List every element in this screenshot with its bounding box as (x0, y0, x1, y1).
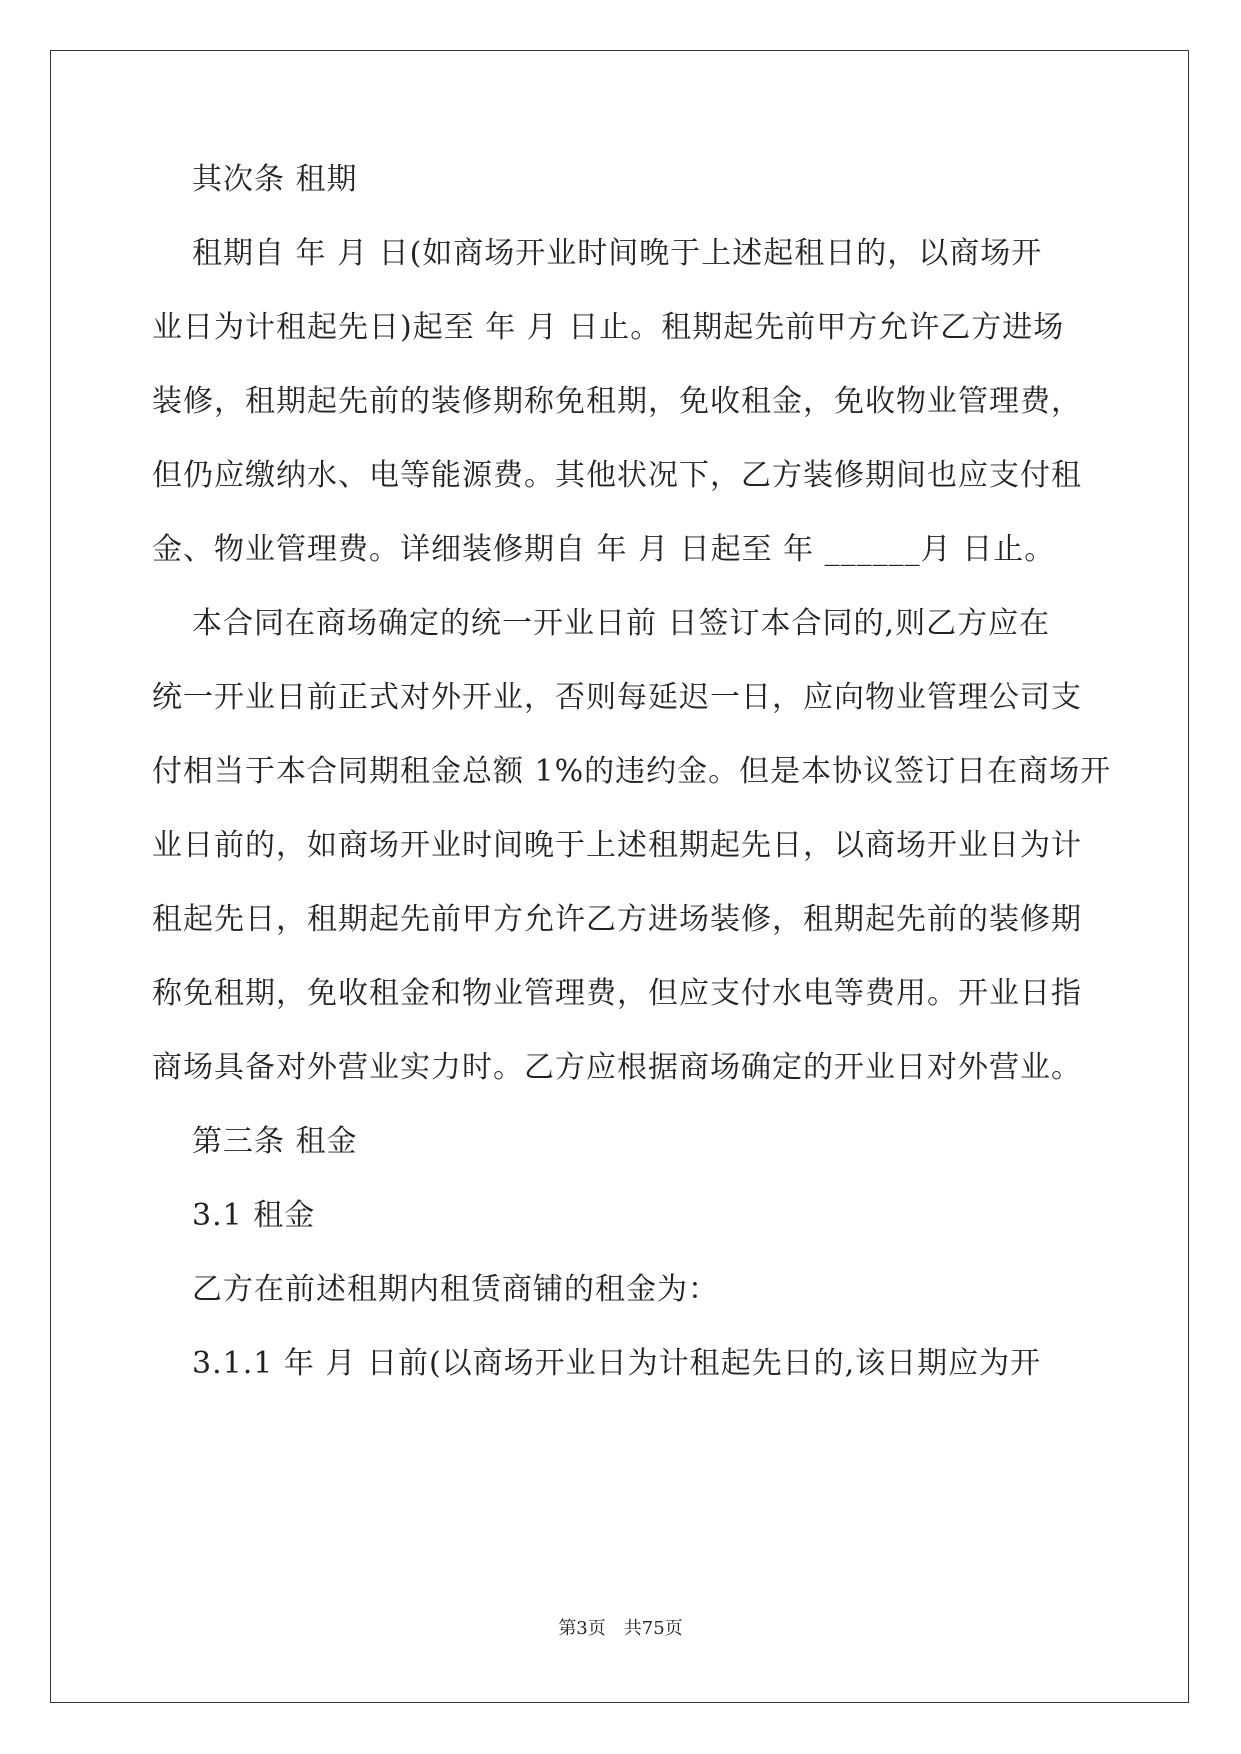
subsection-heading: 3.1 租金 (192, 1198, 316, 1233)
paragraph-line: 但仍应缴纳水、电等能源费。其他状况下，乙方装修期间也应支付租 (152, 458, 1082, 493)
paragraph-line: 租期自 年 月 日(如商场开业时间晚于上述起租日的，以商场开 (192, 236, 1043, 271)
paragraph-line: 业日前的，如商场开业时间晚于上述租期起先日，以商场开业日为计 (152, 828, 1082, 863)
paragraph-line: 统一开业日前正式对外开业，否则每延迟一日，应向物业管理公司支 (152, 680, 1082, 715)
section-heading-lease-term: 其次条 租期 (192, 162, 358, 197)
page-total: 共75页 (623, 1618, 683, 1639)
paragraph-line: 商场具备对外营业实力时。乙方应根据商场确定的开业日对外营业。 (152, 1050, 1082, 1085)
paragraph-line: 租起先日，租期起先前甲方允许乙方进场装修，租期起先前的装修期 (152, 902, 1082, 937)
paragraph-line: 本合同在商场确定的统一开业日前 日签订本合同的,则乙方应在 (192, 606, 1051, 641)
paragraph-line: 付相当于本合同期租金总额 1%的违约金。但是本协议签订日在商场开 (152, 754, 1112, 789)
paragraph-line: 业日为计租起先日)起至 年 月 日止。租期起先前甲方允许乙方进场 (152, 310, 1065, 345)
paragraph-line: 称免租期，免收租金和物业管理费，但应支付水电等费用。开业日指 (152, 976, 1082, 1011)
paragraph-line: 3.1.1 年 月 日前(以商场开业日为计租起先日的,该日期应为开 (192, 1346, 1042, 1381)
paragraph-line: 金、物业管理费。详细装修期自 年 月 日起至 年 ______月 日止。 (152, 532, 1056, 567)
page-footer (0, 1617, 1241, 1641)
page-border (50, 50, 1189, 1703)
page-number: 第3页 (558, 1618, 606, 1639)
paragraph-line: 装修，租期起先前的装修期称免租期，免收租金，免收物业管理费， (152, 384, 1082, 419)
paragraph-line: 乙方在前述租期内租赁商铺的租金为： (192, 1272, 719, 1307)
section-heading-rent: 第三条 租金 (192, 1124, 358, 1159)
